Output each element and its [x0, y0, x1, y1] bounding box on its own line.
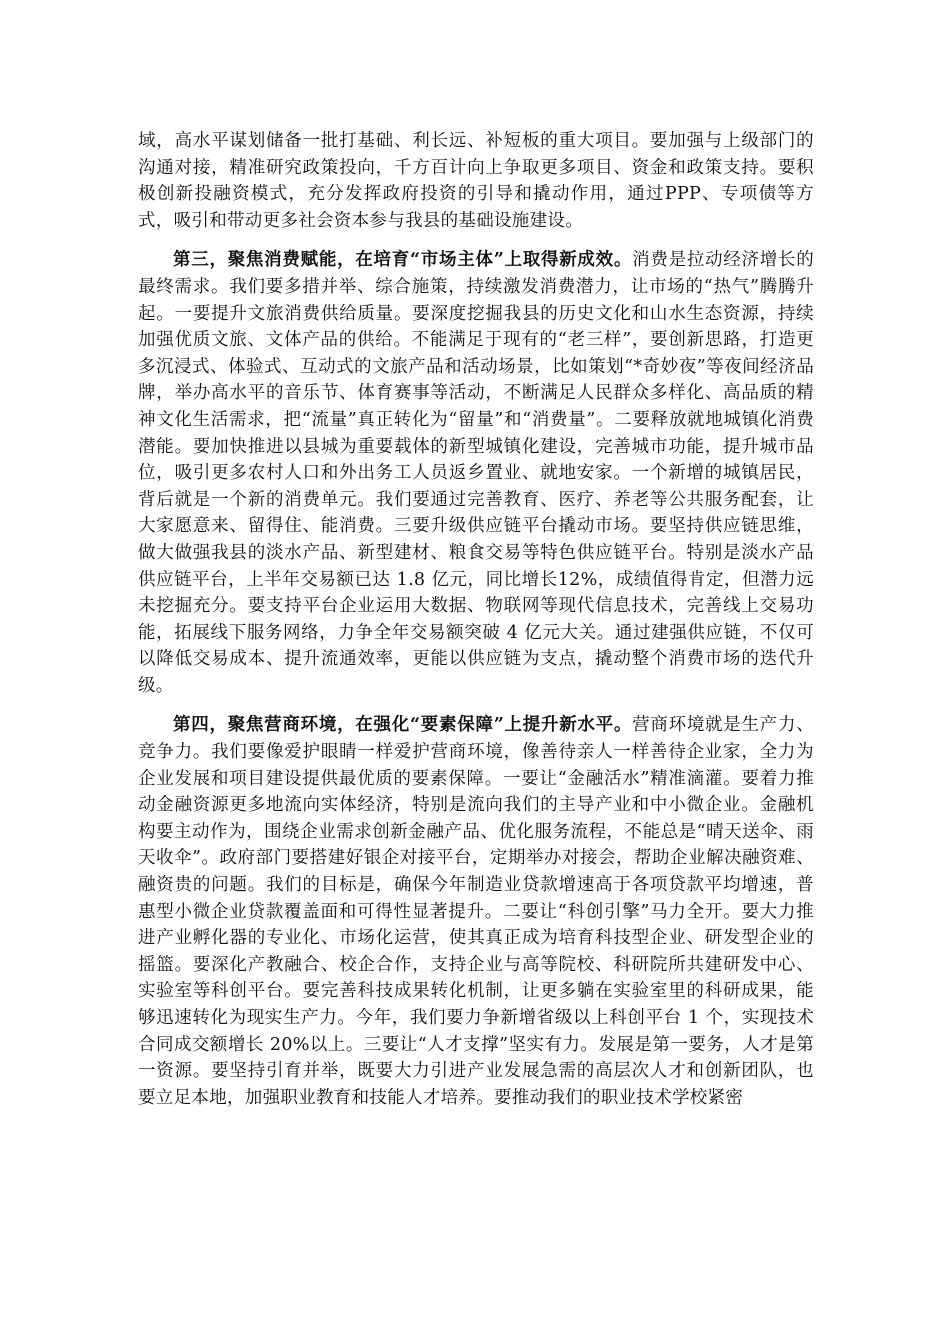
- paragraph-text: 域，高水平谋划储备一批打基础、利长远、补短板的重大项目。要加强与上级部门的沟通对接，精准研究政策投向，千方百计向上争取更多项目、资金和政策支持。要积极创新投融资模式，充分发挥政府投资的引导和撬动作用，通过PPP、专项债等方式，吸引和带动更多社会资本参与我县的基础设施建设。: [138, 131, 814, 231]
- paragraph-text: 营商环境就是生产力、竞争力。我们要像爱护眼睛一样爱护营商环境，像善待亲人一样善待企业家，全力为企业发展和项目建设提供最优质的要素保障。一要让“金融活水”精准滴灌。要着力推动金融资源更多地流向实体经济，特别是流向我们的主导产业和中小微企业。金融机构要主动作为，围绕企业需求创新金融产品、优化服务流程，不能总是“晴天送伞、雨天收伞”。政府部门要搭建好银企对接平台，定期举办对接会，帮助企业解决融资难、融资贵的问题。我们的目标是，确保今年制造业贷款增速高于各项贷款平均增速，普惠型小微企业贷款覆盖面和可得性显著提升。二要让“科创引擎”马力全开。要大力推进产业孵化器的专业化、市场化运营，使其真正成为培育科技型企业、研发型企业的摇篮。要深化产教融合、校企合作，支持企业与高等院校、科研院所共建研发中心、实验室等科创平台。要完善科技成果转化机制，让更多躺在实验室里的科研成果，能够迅速转化为现实生产力。今年，我们要力争新增省级以上科创平台 1 个，实现技术合同成交额增长 20%以上。三要让“人才支撑”坚实有力。发展是第一要务，人才是第一资源。要坚持引育并举，既要大力引进产业发展急需的高层次人才和创新团队，也要立足本地，加强职业教育和技能人才培养。要推动我们的职业技术学校紧密: [138, 715, 814, 1108]
- document-body: [138, 128, 814, 1124]
- paragraph-heading: 第四，聚焦营商环境，在强化“要素保障”上提升新水平。: [173, 715, 633, 736]
- paragraph-heading: 第三，聚焦消费赋能，在培育“市场主体”上取得新成效。: [173, 250, 633, 271]
- paragraph-text: 消费是拉动经济增长的最终需求。我们要多措并举、综合施策，持续激发消费潜力，让市场的“热气”腾腾升起。一要提升文旅消费供给质量。要深度挖掘我县的历史文化和山水生态资源，持续加强优质文旅、文体产品的供给。不能满足于现有的“老三样”，要创新思路，打造更多沉浸式、体验式、互动式的文旅产品和活动场景，比如策划“*奇妙夜”等夜间经济品牌，举办高水平的音乐节、体育赛事等活动，不断满足人民群众多样化、高品质的精神文化生活需求，把“流量”真正转化为“留量”和“消费量”。二要释放就地城镇化消费潜能。要加快推进以县城为重要载体的新型城镇化建设，完善城市功能，提升城市品位，吸引更多农村人口和外出务工人员返乡置业、就地安家。一个新增的城镇居民，背后就是一个新的消费单元。我们要通过完善教育、医疗、养老等公共服务配套，让大家愿意来、留得住、能消费。三要升级供应链平台撬动市场。要坚持供应链思维，做大做强我县的淡水产品、新型建材、粮食交易等特色供应链平台。特别是淡水产品供应链平台，上半年交易额已达 1.8 亿元，同比增长12%，成绩值得肯定，但潜力远未挖掘充分。要支持平台企业运用大数据、物联网等现代信息技术，完善线上交易功能，拓展线下服务网络，力争全年交易额突破 4 亿元大关。通过建强供应链，不仅可以降低交易成本、提升流通效率，更能以供应链为支点，撬动整个消费市场的迭代升级。: [138, 250, 814, 696]
- paragraph-section-three: [138, 247, 814, 699]
- paragraph-section-four: [138, 712, 814, 1111]
- paragraph-continuation: [138, 128, 814, 234]
